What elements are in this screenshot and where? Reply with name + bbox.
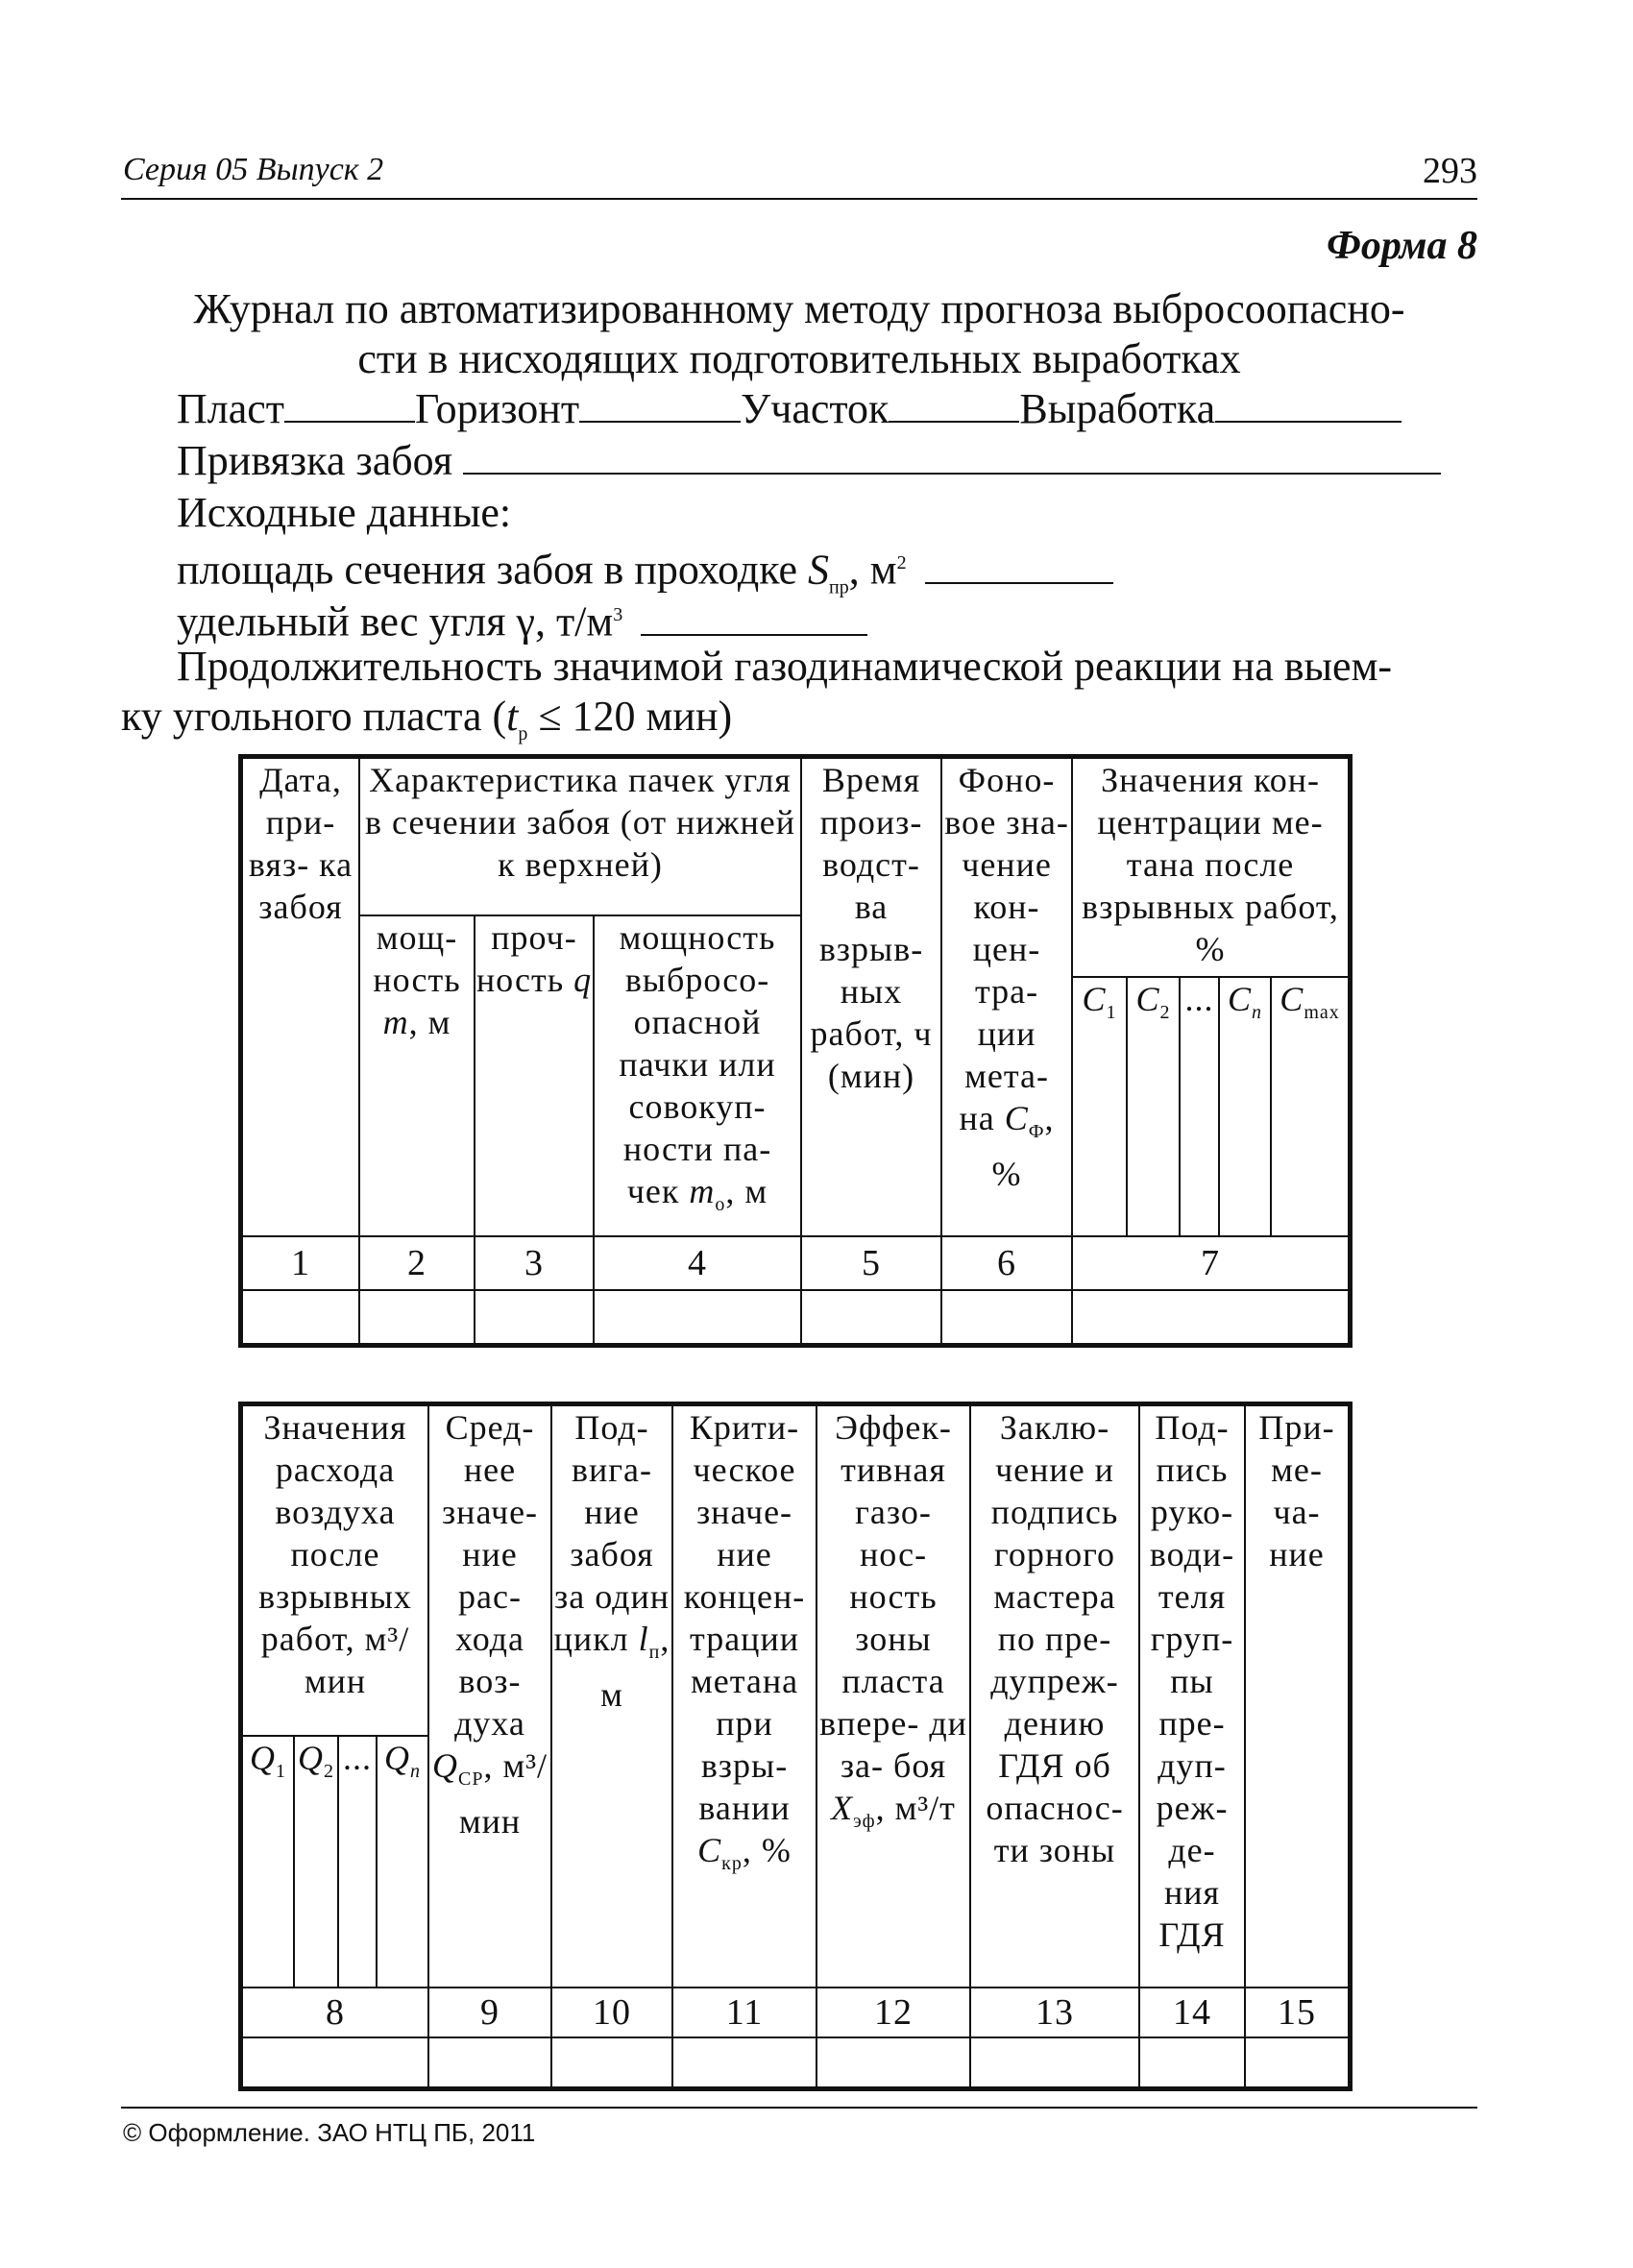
col-foreman-conclusion-header: Заклю- чение и подпись горного мастера по пре- дупреж- дению ГДЯ об опаснос- ти зоны <box>970 1405 1139 1988</box>
col-outburst-thickness-header: мощность выбросо- опасной пачки или совокуп- ности па- чек $m_о$, м <box>594 915 801 1236</box>
col-q2-header: $Q_2$ <box>294 1736 338 1988</box>
entry-cell[interactable] <box>1245 2037 1349 2087</box>
duration-symbol: t <box>506 693 519 740</box>
title-line-1: Журнал по автоматизированному методу прогноза выбросоопасно- <box>193 285 1405 332</box>
col-qdots-header: ... <box>338 1736 377 1988</box>
col-date-header: Дата, при- вяз- ка забоя <box>242 758 359 1236</box>
col-number-1: 1 <box>242 1236 359 1290</box>
duration-rest: ≤ 120 мин) <box>527 693 733 740</box>
col-cn-header: $C_n$ <box>1219 977 1271 1236</box>
entry-cell[interactable] <box>1139 2037 1245 2087</box>
entry-cell[interactable] <box>970 2037 1139 2087</box>
col-group-leader-signature-header: Под- пись руко- води- теля груп- пы пре- дуп- реж- де- ния ГДЯ <box>1139 1405 1245 1988</box>
source-data-heading: Исходные данные: <box>177 489 512 536</box>
col-qn-header: $Q_n$ <box>377 1736 428 1988</box>
col-number-14: 14 <box>1139 1988 1245 2037</box>
fields-row-weight <box>177 590 867 647</box>
footer-rule <box>121 2107 1477 2109</box>
duration-open: ( <box>492 693 507 740</box>
fields-row-1 <box>177 384 1401 434</box>
entry-cell[interactable] <box>1072 1290 1349 1344</box>
col-seam-characteristics-header: Характеристика пачек угля в сечении забоя (от нижней к верхней) <box>359 758 801 915</box>
area-unit-sup: 2 <box>896 552 907 573</box>
duration-label: ку угольного пласта <box>121 693 482 740</box>
col-background-methane-header: Фоно- вое зна- чение кон- цен- тра- ции мета- на $C_Ф$, % <box>941 758 1072 1236</box>
field-gorizont-blank[interactable] <box>579 420 741 423</box>
col-strength-header: проч- ность q <box>475 915 594 1236</box>
col-number-13: 13 <box>970 1988 1139 2037</box>
field-privyazka-blank[interactable] <box>463 472 1441 475</box>
col-methane-after-blast-header: Значения кон- центрации ме- тана после взрывных работ, % <box>1072 758 1349 977</box>
col-number-3: 3 <box>475 1236 594 1290</box>
col-number-2: 2 <box>359 1236 475 1290</box>
entry-cell[interactable] <box>941 1290 1072 1344</box>
duration-line-2 <box>121 692 732 759</box>
entry-cell[interactable] <box>359 1290 475 1344</box>
col-q1-header: $Q_1$ <box>242 1736 294 1988</box>
col-number-5: 5 <box>801 1236 941 1290</box>
entry-cell[interactable] <box>428 2037 551 2087</box>
entry-cell[interactable] <box>242 2037 428 2087</box>
field-uchastok-label: Участок <box>741 385 890 432</box>
col-number-4: 4 <box>594 1236 801 1290</box>
col-c2-header: $C_2$ <box>1127 977 1180 1236</box>
field-plast-label: Пласт <box>177 385 285 432</box>
field-area-label: площадь сечения забоя в проходке <box>177 546 798 594</box>
entry-cell[interactable] <box>551 2037 672 2087</box>
col-number-8: 8 <box>242 1988 428 2037</box>
col-number-6: 6 <box>941 1236 1072 1290</box>
title-line-2: сти в нисходящих подготовительных выработках <box>357 335 1241 382</box>
col-airflow-header: Значения расхода воздуха после взрывных работ, м³/мин <box>242 1405 428 1736</box>
col-thickness-header: мощ- ность m, м <box>359 915 475 1236</box>
col-gas-content-header: Эффек- тивная газо- нос- ность зоны пласта впере- ди за- боя $X_{эф}$, м³/т <box>816 1405 970 1988</box>
col-c1-header: $C_1$ <box>1072 977 1127 1236</box>
col-number-11: 11 <box>672 1988 816 2037</box>
field-gorizont-label: Горизонт <box>415 385 580 432</box>
entry-cell[interactable] <box>475 1290 594 1344</box>
area-unit: , м <box>848 546 897 594</box>
field-plast-blank[interactable] <box>284 420 415 423</box>
col-critical-methane-header: Крити- ческое значе- ние концен- трации метана при взры- вании $C_{кр}$, % <box>672 1405 816 1988</box>
page-number: 293 <box>1423 151 1477 191</box>
duration-symbol-sub: р <box>518 722 528 744</box>
field-area-blank[interactable] <box>925 581 1113 584</box>
col-cmax-header: $C_{max}$ <box>1271 977 1349 1236</box>
entry-cell[interactable] <box>801 1290 941 1344</box>
document-title <box>121 284 1477 384</box>
weight-unit-sup: 3 <box>613 604 623 625</box>
col-number-12: 12 <box>816 1988 970 2037</box>
col-number-15: 15 <box>1245 1988 1349 2037</box>
fields-row-2 <box>177 436 1441 486</box>
field-weight-blank[interactable] <box>641 633 867 636</box>
field-uchastok-blank[interactable] <box>889 420 1019 423</box>
entry-cell[interactable] <box>594 1290 801 1344</box>
journal-table-2 <box>241 1404 1350 2088</box>
col-note-header: При- ме- ча- ние <box>1245 1405 1349 1988</box>
col-number-9: 9 <box>428 1988 551 2037</box>
col-cdots-header: ... <box>1180 977 1219 1236</box>
field-weight-label: удельный вес угля γ, т/м <box>177 597 614 646</box>
field-vyrabotka-label: Выработка <box>1019 385 1216 432</box>
series-label: Серия 05 Выпуск 2 <box>123 152 384 187</box>
footer-copyright: © Оформление. ЗАО НТЦ ПБ, 2011 <box>123 2118 536 2147</box>
area-symbol-sub: пр <box>829 576 849 598</box>
col-blasting-time-header: Время произ- водст- ва взрыв- ных работ, ч (мин) <box>801 758 941 1236</box>
field-privyazka-label: Привязка забоя <box>177 437 453 484</box>
entry-cell[interactable] <box>242 1290 359 1344</box>
col-number-10: 10 <box>551 1988 672 2037</box>
col-number-7: 7 <box>1072 1236 1349 1290</box>
entry-cell[interactable] <box>672 2037 816 2087</box>
col-avg-airflow-header: Сред- нее значе- ние рас- хода воз- духа $Q_{СР}$, м³/мин <box>428 1405 551 1988</box>
duration-line-1: Продолжительность значимой газодинамической реакции на выем- <box>177 643 1393 690</box>
form-label: Форма 8 <box>1327 224 1477 268</box>
col-face-advance-header: Под- вига- ние забоя за один цикл $l_п$, м <box>551 1405 672 1988</box>
journal-table-1 <box>241 757 1350 1345</box>
entry-cell[interactable] <box>816 2037 970 2087</box>
field-vyrabotka-blank[interactable] <box>1215 420 1401 423</box>
area-symbol: S <box>808 546 830 594</box>
header-rule <box>121 198 1477 200</box>
